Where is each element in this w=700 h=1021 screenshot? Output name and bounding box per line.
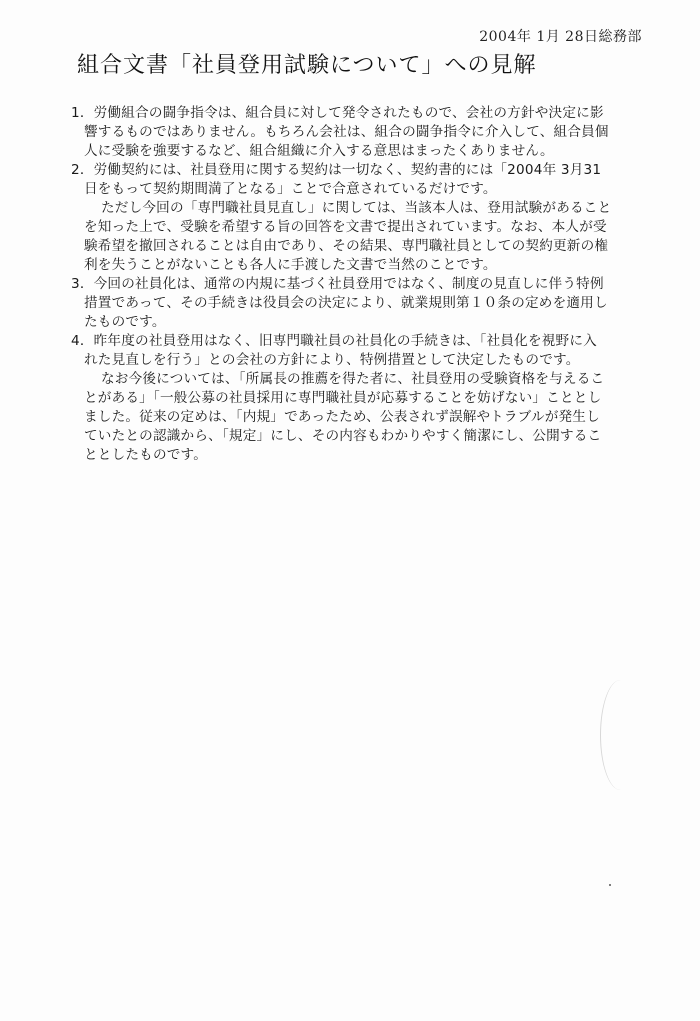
- scan-artifact-arc: [600, 680, 641, 790]
- body-line-8: 験希望を撤回されることは自由であり、その結果、専門職社員としての契約更新の権: [84, 238, 609, 254]
- document-title: 組合文書「社員登用試験について」への見解: [77, 53, 537, 78]
- body-line-16: とがある」「一般公募の社員採用に専門職社員が応募することを妨げない」こととし: [84, 390, 602, 406]
- body-line-12: たものです。: [84, 314, 166, 330]
- body-line-11: 措置であって、その手続きは役員会の決定により、就業規則第１０条の定めを適用し: [84, 295, 608, 311]
- date-department: 2004年 1月 28日総務部: [479, 29, 642, 45]
- body-line-13: 4．昨年度の社員登用はなく、旧専門職社員の社員化の手続きは、「社員化を視野に入: [71, 333, 597, 349]
- scan-speck: [609, 884, 611, 886]
- body-line-9: 利を失うことがないことも各人に手渡した文書で当然のことです。: [84, 257, 497, 273]
- document-body: [71, 104, 641, 465]
- body-line-1: 1．労働組合の闘争指令は、組合員に対して発令されたもので、会社の方針や決定に影: [71, 105, 604, 121]
- body-line-4: 2．労働契約には、社員登用に関する契約は一切なく、契約書的には「2004年 3月31: [71, 162, 602, 178]
- body-line-5: 日をもって契約期間満了となる」ことで合意されているだけです。: [84, 181, 497, 197]
- body-line-17: ました。従来の定めは、「内規」であったため、公表されず誤解やトラブルが発生し: [84, 409, 600, 425]
- body-line-14: れた見直しを行う」との会社の方針により、特例措置として決定したものです。: [84, 352, 580, 368]
- body-line-6: ただし今回の「専門職社員見直し」に関しては、当該本人は、登用試験があること: [101, 200, 612, 216]
- body-line-10: 3．今回の社員化は、通常の内規に基づく社員登用ではなく、制度の見直しに伴う特例: [71, 276, 604, 292]
- body-line-3: 人に受験を強要するなど、組合組織に介入する意思はまったくありません。: [84, 143, 554, 159]
- body-line-7: を知った上で、受験を希望する旨の回答を文書で提出されています。なお、本人が受: [84, 219, 607, 235]
- body-line-15: なお今後については、「所属長の推薦を得た者に、社員登用の受験資格を与えるこ: [101, 371, 605, 387]
- body-line-2: 響するものではありません。もちろん会社は、組合の闘争指令に介入して、組合員個: [84, 124, 609, 140]
- body-line-19: ととしたものです。: [84, 447, 208, 463]
- body-line-18: ていたとの認識から、「規定」にし、その内容もわかりやすく簡潔にし、公開するこ: [84, 428, 602, 444]
